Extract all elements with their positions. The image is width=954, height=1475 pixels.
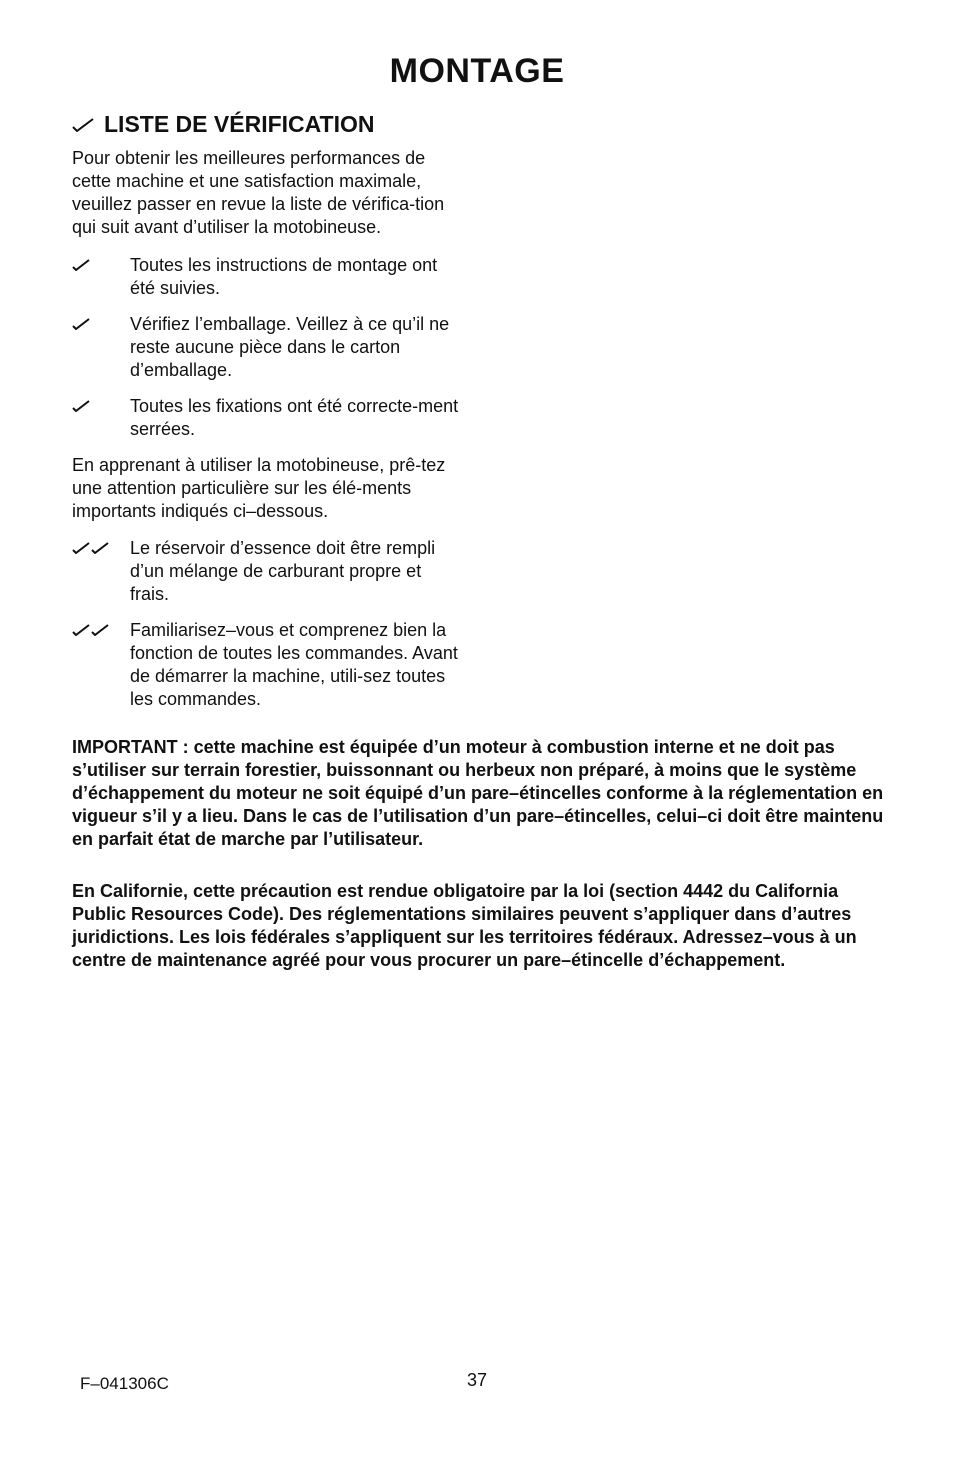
list-item: Le réservoir d’essence doit être rempli d’un mélange de carburant propre et frais.: [72, 537, 467, 606]
middle-paragraph: En apprenant à utiliser la motobineuse, prê-tez une attention particulière sur les élé-ments importants indiqués ci–dessous.: [72, 455, 446, 521]
california-notice: En Californie, cette précaution est rendue obligatoire par la loi (section 4442 du California Public Resources Code). Des réglementations similaires peuvent s’appliquer dans d’autres juridictions. Les lois fédérales s’appliquent sur les territoires fédéraux. Adressez–vous à un centre de maintenance agréé pour vous procurer un pare–étincelle d’échappement.: [72, 881, 857, 970]
double-checklist: [72, 537, 467, 724]
list-item: Vérifiez l’emballage. Veillez à ce qu’il ne reste aucune pièce dans le carton d’emballage.: [72, 313, 467, 382]
checkmark-icon: [72, 624, 90, 636]
checkmark-icon: [72, 318, 90, 330]
section-header: [72, 111, 374, 138]
important-notice: IMPORTANT : cette machine est équipée d’un moteur à combustion interne et ne doit pas s’utiliser sur terrain forestier, buissonnant ou herbeux non préparé, à moins que le système d’échappement du moteur ne soit équipé d’un pare–étincelles conforme à la réglementation en vigueur s’il y a lieu. Dans le cas de l’utilisation d’un pare–étincelles, celui–ci doit être maintenu en parfait état de marche par l’utilisateur.: [72, 737, 884, 849]
checkmark-icon: [72, 542, 90, 554]
page-number: 37: [466, 1370, 488, 1390]
list-item: Toutes les instructions de montage ont été suivies.: [72, 254, 467, 300]
checkmark-icon: [91, 624, 109, 636]
checkmark-icon: [72, 118, 94, 132]
checklist: [72, 254, 467, 454]
checkmark-icon: [91, 542, 109, 554]
list-item: Familiarisez–vous et comprenez bien la fonction de toutes les commandes. Avant de démarrer la machine, utili-sez toutes les commandes.: [72, 619, 467, 711]
checkmark-icon: [72, 259, 90, 271]
list-item: Toutes les fixations ont été correcte-ment serrées.: [72, 395, 467, 441]
page-title: MONTAGE: [389, 52, 565, 90]
document-code: F–041306C: [80, 1374, 169, 1393]
section-title: LISTE DE VÉRIFICATION: [104, 111, 375, 137]
checkmark-icon: [72, 400, 90, 412]
intro-paragraph: Pour obtenir les meilleures performances de cette machine et une satisfaction maximale, veuillez passer en revue la liste de vérifica-tion qui suit avant d’utiliser la motobineuse.: [72, 148, 445, 237]
